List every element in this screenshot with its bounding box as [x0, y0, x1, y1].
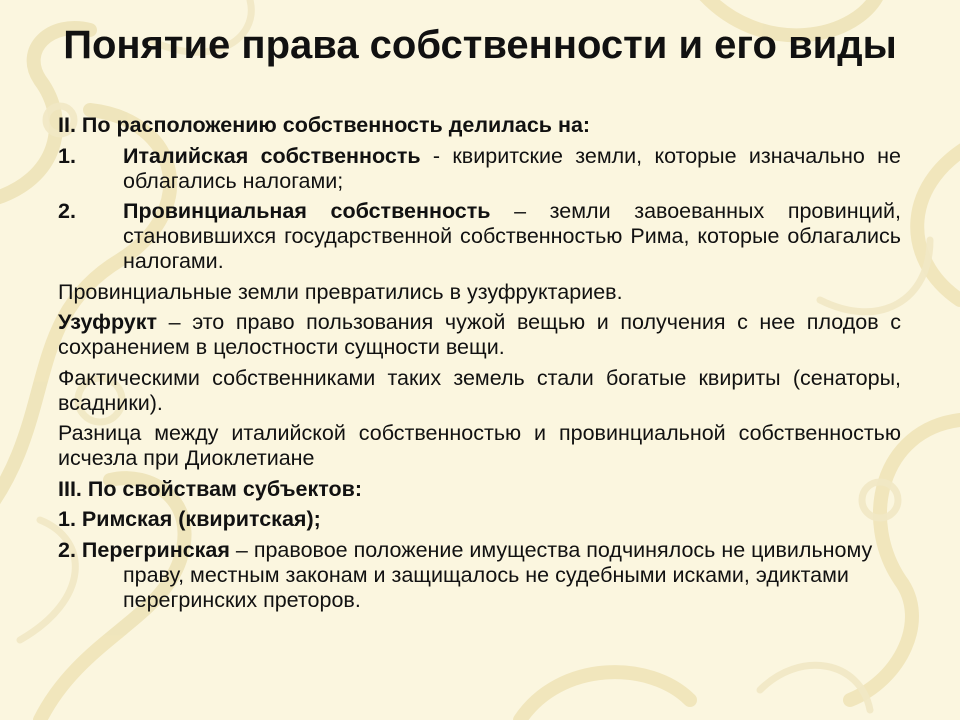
list-number: 2. — [58, 199, 76, 223]
paragraph-usufruct — [58, 310, 901, 360]
paragraph-difference: Разница между италийской собственностью и провинциальной собственностью исчезла при Диоклетиане — [58, 421, 901, 470]
list-item-peregrine-property — [58, 538, 901, 613]
term-usufruct: Узуфрукт — [58, 310, 158, 334]
section-heading-subjects: III. По свойствам субъектов: — [58, 476, 362, 501]
list-item-italic-property — [58, 144, 901, 194]
paragraph-actual-owners: Фактическими собственниками таких земель стали богатые квириты (сенаторы, всадники). — [58, 365, 901, 415]
list-item-provincial-property — [58, 199, 901, 274]
definition-peregrine-property: – правовое положение имущества подчинялось не цивильному праву, местным законам и защищалось не судебными исками, эдиктами перегринских преторов. — [123, 537, 873, 612]
term-peregrine-property: 2. Перегринская — [58, 537, 230, 562]
term-provincial-property: Провинциальная собственность — [123, 199, 491, 223]
definition-provincial-property: – земли завоеванных провинций, становившихся государственной собственностью Рима, которые облагались налогами. — [123, 199, 901, 273]
term-italic-property: Италийская собственность — [123, 143, 421, 168]
section-heading-location: II. По расположению собственность делилась на: — [58, 113, 591, 137]
definition-italic-property: - квиритские земли, которые изначально не облагались налогами; — [123, 143, 901, 193]
list-item-roman-property: 1. Римская (квиритская); — [58, 507, 321, 531]
definition-usufruct: – это право пользования чужой вещью и получения с нее плодов с сохранением в целостности сущности вещи. — [58, 310, 901, 359]
slide-content — [58, 113, 901, 613]
slide-title: Понятие права собственности и его виды — [63, 23, 897, 67]
list-number: 1. — [58, 143, 76, 168]
paragraph-provincial-lands: Провинциальные земли превратились в узуфруктариев. — [58, 279, 623, 304]
